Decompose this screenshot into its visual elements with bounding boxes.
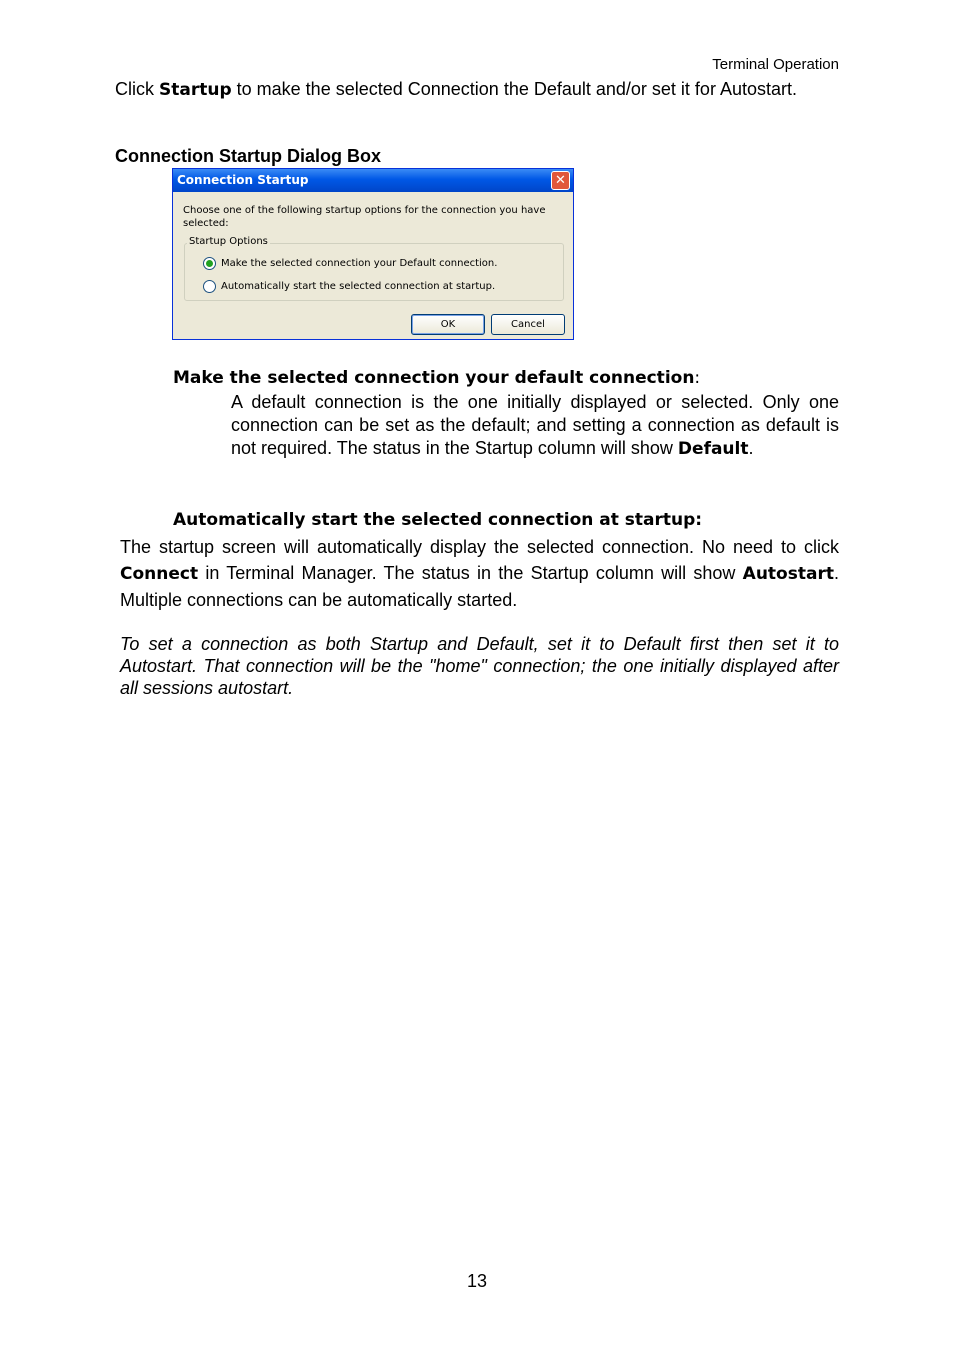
page-number: 13 xyxy=(466,1271,488,1291)
connect-keyword: Connect xyxy=(120,564,199,584)
cancel-button[interactable]: Cancel xyxy=(491,314,565,335)
default-heading-colon: : xyxy=(694,368,701,388)
autostart-body-pre: The startup screen will automatically display the selected connection. No need to click xyxy=(120,537,839,557)
intro-paragraph xyxy=(115,78,839,102)
running-header: Terminal Operation xyxy=(712,56,839,73)
autostart-heading-text: Automatically start the selected connection at startup xyxy=(173,510,696,530)
option-default-connection[interactable] xyxy=(203,257,497,270)
dialog-title: Connection Startup xyxy=(177,173,309,187)
startup-options-label: Startup Options xyxy=(189,236,268,247)
default-section-heading xyxy=(173,368,700,388)
connection-startup-dialog xyxy=(172,168,574,340)
autostart-heading-colon: : xyxy=(695,510,703,530)
default-heading-text: Make the selected connection your default connection xyxy=(173,368,695,388)
default-section-body xyxy=(231,391,839,461)
intro-post: to make the selected Connection the Default and/or set it for Autostart. xyxy=(236,79,797,99)
autostart-body-mid: in Terminal Manager. The status in the Startup column will show xyxy=(205,563,736,583)
default-body-end: . xyxy=(748,438,754,458)
default-body-text: A default connection is the one initially displayed or selected. Only one connection can be set as the default; and setting a connection as default is not required. The status in the Startup column will show xyxy=(231,392,839,458)
default-keyword: Default xyxy=(677,439,749,459)
option-autostart-label: Automatically start the selected connection at startup. xyxy=(221,281,496,292)
intro-keyword: Startup xyxy=(159,80,232,100)
ok-button[interactable]: OK xyxy=(411,314,485,335)
close-icon[interactable]: ✕ xyxy=(551,171,570,190)
intro-pre: Click xyxy=(115,79,154,99)
radio-selected-icon[interactable] xyxy=(203,257,216,270)
autostart-section-heading xyxy=(173,510,702,530)
autostart-keyword: Autostart xyxy=(742,564,834,584)
note-paragraph: To set a connection as both Startup and Default, set it to Default first then set it to Autostart. That connection will be the "home" connection; the one initially displayed after all sessions autostart. xyxy=(120,634,839,698)
dialog-prompt: Choose one of the following startup options for the connection you have selected: xyxy=(183,205,546,229)
autostart-section-body xyxy=(120,534,839,613)
option-autostart-connection[interactable] xyxy=(203,280,495,293)
figure-caption: Connection Startup Dialog Box xyxy=(115,146,382,166)
radio-unselected-icon[interactable] xyxy=(203,280,216,293)
dialog-titlebar[interactable] xyxy=(173,169,573,192)
option-default-label: Make the selected connection your Default connection. xyxy=(221,258,498,269)
autostart-body-post: . Multiple connections can be automatically started. xyxy=(120,563,839,610)
